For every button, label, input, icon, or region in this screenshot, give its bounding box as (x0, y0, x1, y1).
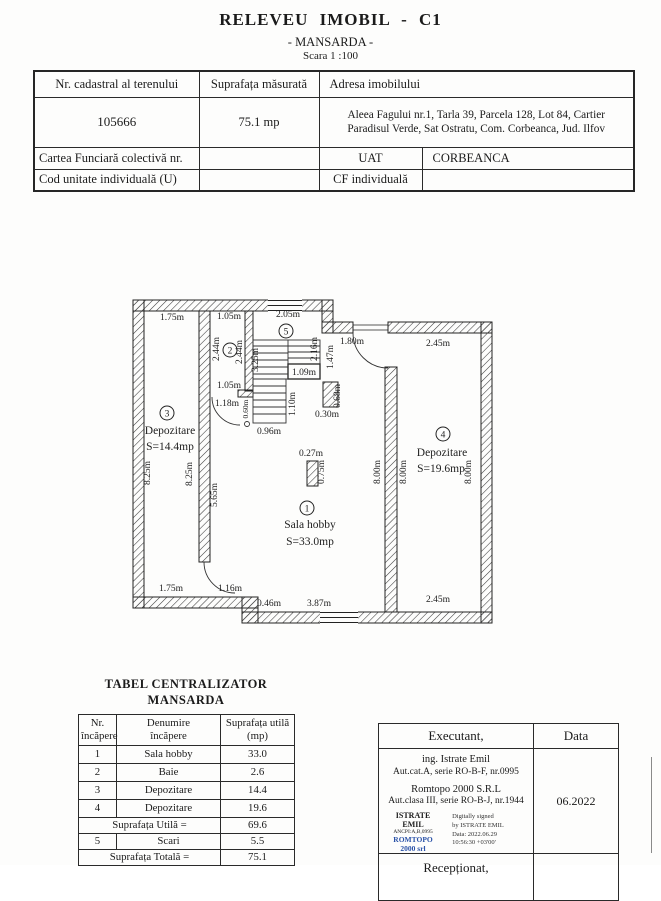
uat-label: UAT (319, 147, 422, 169)
window-bottom (320, 611, 358, 624)
dim-label: 2.16m (310, 336, 320, 362)
col-header-address: Adresa imobilului (319, 71, 634, 97)
uat-value: CORBEANCA (422, 147, 634, 169)
dim-label: 8.00m (373, 459, 383, 485)
dim-label: 8.25m (185, 461, 195, 487)
cf-label: CF individuală (319, 169, 422, 191)
door-threshold (353, 325, 388, 330)
land-book-label: Cartea Funciară colectivă nr. (34, 147, 199, 169)
wall (481, 322, 492, 623)
receptionat-date (534, 854, 619, 901)
dim-label: 3.87m (306, 599, 332, 609)
dim-label: 0.96m (256, 427, 282, 437)
room3-area: S=14.4mp (146, 441, 194, 453)
stairs-row: 5 Scari 5.5 (79, 834, 295, 850)
stamp-signature-note: Digitally signed by ISTRATE EMIL Data: 2022.06.29 10:56:30 +03'00' (452, 813, 504, 847)
dim-label: 1.47m (326, 344, 336, 370)
wall (133, 300, 144, 608)
unit-code-label: Cod unitate individuală (U) (34, 169, 199, 191)
wall (133, 300, 333, 311)
receptionat-label: Recepționat, (379, 854, 534, 901)
executant-details (379, 749, 534, 854)
summary-header-area: Suprafața utilă (mp) (221, 715, 295, 746)
wall (133, 597, 258, 608)
room1-name: Sala hobby (284, 519, 336, 531)
executant-authorization: Aut.cat.A, serie RO-B-F, nr.0995 (393, 766, 519, 777)
execution-date: 06.2022 (534, 749, 619, 854)
dim-label: 5.65m (210, 482, 220, 508)
dim-label: 0.75m (317, 459, 327, 485)
dim-label: 1.09m (291, 368, 317, 378)
table-row: 1 Sala hobby 33.0 (79, 746, 295, 764)
scale-note: Scara 1 :100 (303, 50, 358, 62)
dim-label: 8.25m (143, 460, 153, 486)
executant-table (378, 723, 619, 901)
dim-label: 8.00m (399, 459, 409, 485)
wall (199, 311, 210, 562)
room1-number: 1 (304, 504, 310, 515)
company-authorization: Aut.clasa III, serie RO-B-J, nr.1944 (388, 796, 524, 807)
summary-subtitle: MANSARDA (147, 693, 225, 707)
dim-label: 2.44m (235, 339, 245, 365)
dim-label: 0.27m (298, 449, 324, 459)
cadastral-number: 105666 (34, 97, 199, 147)
dim-label: 1.80m (339, 337, 365, 347)
col-header-cadastral: Nr. cadastral al terenului (34, 71, 199, 97)
subtotal-row: Suprafața Utilă = 69.6 (79, 818, 295, 834)
dim-label: 2.45m (425, 595, 451, 605)
page-title: RELEVEU IMOBIL - C1 (219, 10, 442, 29)
wall (238, 390, 253, 397)
wall (388, 322, 492, 333)
room5-number: 5 (283, 327, 289, 338)
page-edge-line (651, 757, 652, 853)
dim-label: 2.05m (275, 310, 301, 320)
summary-header-nr: Nr. încăpere (79, 715, 117, 746)
dim-label: 0.68m (333, 383, 343, 409)
dim-label: 2.44m (212, 336, 222, 362)
room4-name: Depozitare (416, 447, 468, 459)
dim-label: 1.18m (214, 399, 240, 409)
wall (385, 367, 397, 612)
page-subtitle: - MANSARDA - (287, 35, 374, 49)
dim-label: 1.05m (216, 381, 242, 391)
dim-label: 1.05m (216, 312, 242, 322)
dim-label: 3.25m (251, 347, 261, 373)
digital-signature-stamp (379, 811, 533, 853)
room3-number: 3 (164, 409, 170, 420)
summary-table (78, 714, 295, 866)
table-row: 2 Baie 2.6 (79, 764, 295, 782)
dim-label: 8.00m (464, 459, 474, 485)
dim-label: 1.16m (217, 584, 243, 594)
dim-label: 1.75m (158, 584, 184, 594)
stair-start-marker (245, 422, 250, 427)
room4-number: 4 (440, 430, 446, 441)
room2-number: 2 (227, 346, 233, 357)
wall (322, 322, 353, 333)
summary-header-name: Denumire încăpere (117, 715, 221, 746)
total-row: Suprafața Totală = 75.1 (79, 850, 295, 866)
executant-name: ing. Istrate Emil (422, 754, 490, 765)
room3-name: Depozitare (144, 425, 196, 437)
executant-header: Executant, (379, 724, 534, 749)
summary-title: TABEL CENTRALIZATOR (104, 677, 268, 691)
property-address: Aleea Fagului nr.1, Tarla 39, Parcela 128, Lot 84, Cartier Paradisul Verde, Sat Ostratu, Com. Corbeanca, Jud. Ilfov (319, 97, 634, 147)
company-name: Romtopo 2000 S.R.L (411, 783, 501, 795)
dim-label: 0.30m (314, 410, 340, 420)
dim-label: 1.10m (288, 391, 298, 417)
room4-area: S=19.6mp (417, 463, 465, 475)
col-header-area: Suprafața măsurată (199, 71, 319, 97)
dim-label: 0.60m (241, 399, 250, 419)
dim-label: 2.45m (425, 339, 451, 349)
stamp-identity: ISTRATE EMIL ANCPI:A,B,0995 ROMTOPO 2000 srl (393, 811, 433, 853)
table-row: 4 Depozitare 19.6 (79, 800, 295, 818)
table-row: 3 Depozitare 14.4 (79, 782, 295, 800)
measured-area: 75.1 mp (199, 97, 319, 147)
dim-label: 1.75m (159, 313, 185, 323)
wall (242, 612, 492, 623)
dim-label: 0.46m (256, 599, 282, 609)
room1-area: S=33.0mp (286, 536, 334, 548)
date-header: Data (534, 724, 619, 749)
